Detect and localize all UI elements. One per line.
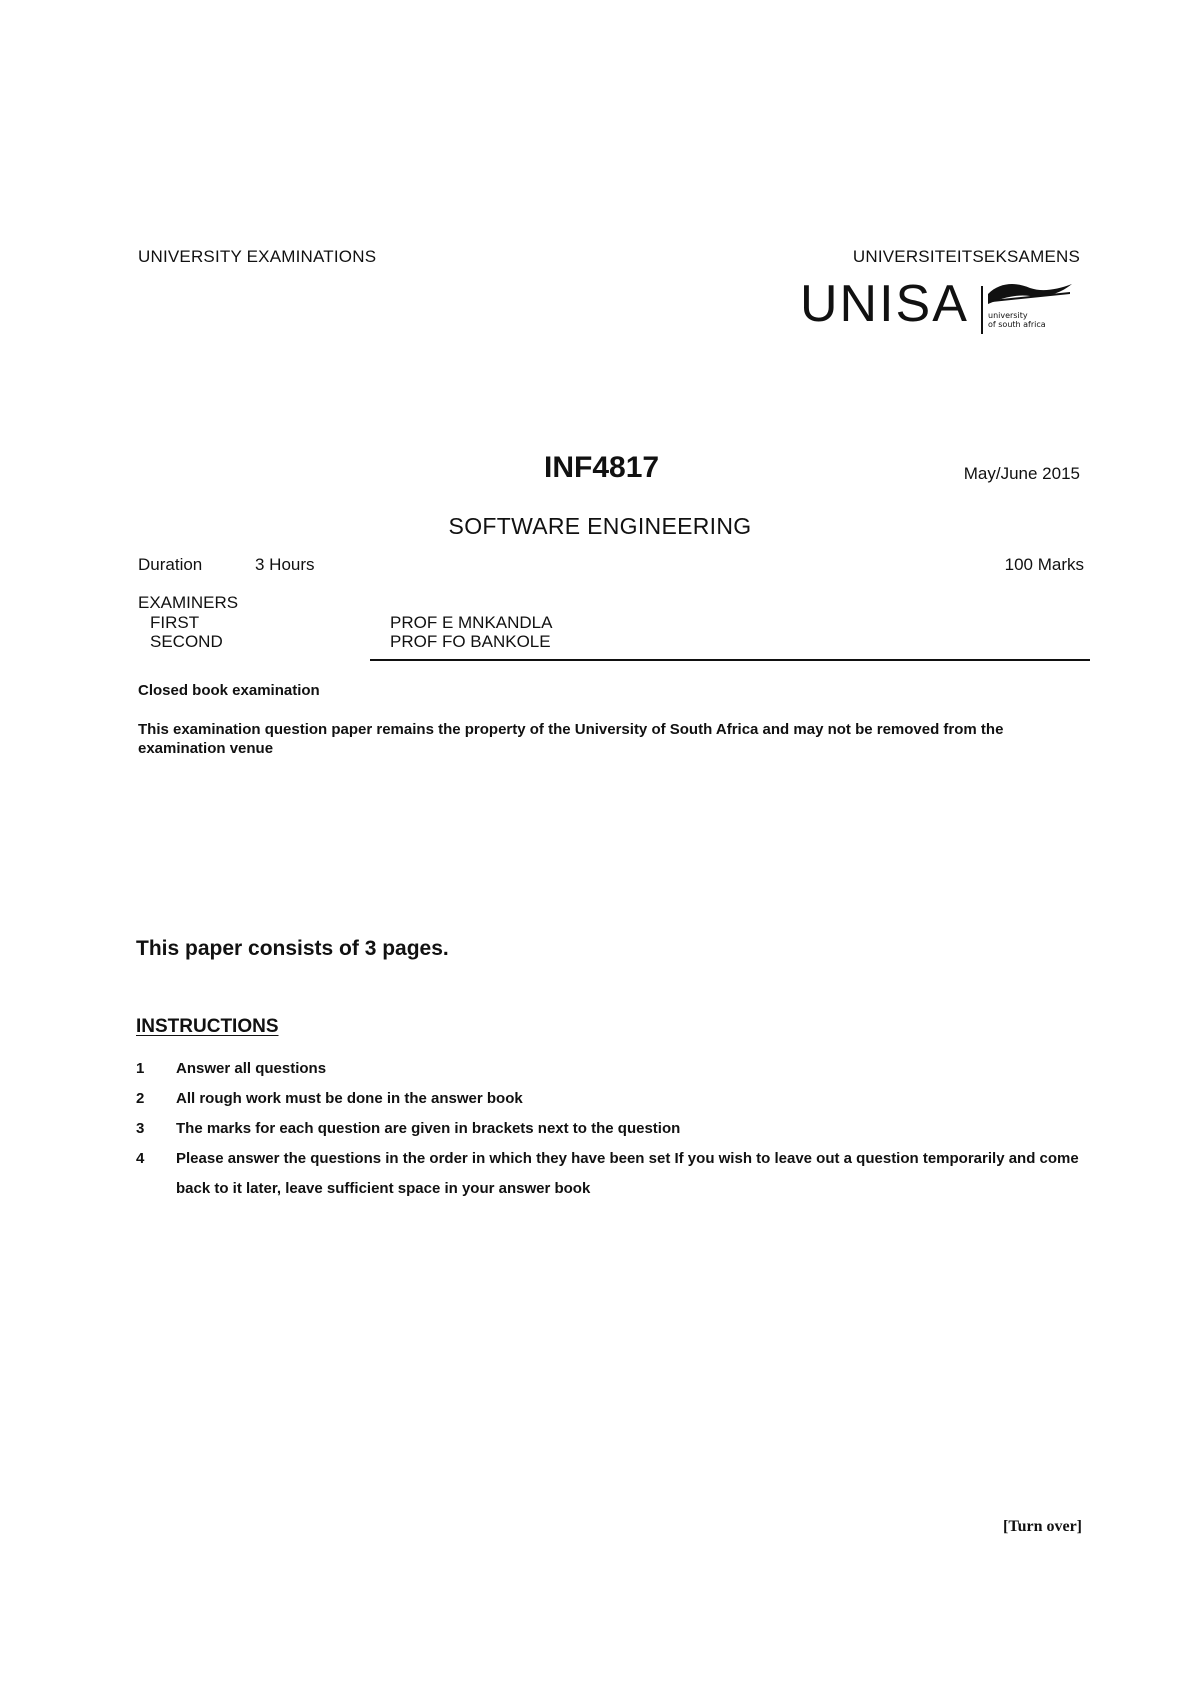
logo-tagline [988, 311, 1046, 329]
list-item [136, 1084, 1096, 1114]
header-universiteitseksamens: UNIVERSITEITSEKSAMENS [852, 247, 1080, 266]
instruction-number: 2 [136, 1090, 145, 1107]
duration-value: 3 Hours [255, 555, 315, 574]
turn-over-note: [Turn over] [1003, 1518, 1082, 1535]
header-university-examinations: UNIVERSITY EXAMINATIONS [138, 247, 377, 266]
instruction-text: The marks for each question are given in brackets next to the question [176, 1120, 681, 1137]
instruction-text: Please answer the questions in the order in which they have been set If you wish to leave out a question temporarily and come back to it later, leave sufficient space in your answer book [176, 1150, 1079, 1197]
instruction-number: 3 [136, 1120, 145, 1137]
property-notice: This examination question paper remains the property of the University of South Africa and may not be removed from the examination venue [138, 721, 1004, 757]
total-marks: 100 Marks [1004, 555, 1084, 574]
instructions-list [136, 1054, 1096, 1204]
exam-date: May/June 2015 [963, 464, 1080, 483]
page-count-note: This paper consists of 3 pages. [136, 937, 449, 960]
course-code: INF4817 [544, 451, 660, 484]
instruction-number: 1 [136, 1060, 145, 1077]
instruction-number: 4 [136, 1150, 145, 1167]
examiner-name-second: PROF FO BANKOLE [390, 632, 551, 651]
examiner-name-first: PROF E MNKANDLA [390, 613, 553, 632]
logo-tagline-line1: university [988, 311, 1028, 320]
list-item [136, 1114, 1096, 1144]
examiner-role-first: FIRST [150, 613, 200, 632]
instruction-text: Answer all questions [176, 1060, 327, 1077]
header-divider [370, 659, 1090, 661]
logo-tagline-line2: of south africa [988, 320, 1046, 329]
instruction-text: All rough work must be done in the answer book [176, 1090, 523, 1107]
unisa-logo [800, 275, 1075, 340]
course-title: SOFTWARE ENGINEERING [448, 513, 752, 539]
examiners-heading: EXAMINERS [138, 593, 239, 612]
examiner-role-second: SECOND [150, 632, 223, 651]
bird-icon [986, 280, 1074, 306]
logo-wordmark: UNISA [800, 275, 969, 333]
duration-label: Duration [138, 555, 203, 574]
instructions-heading: INSTRUCTIONS [136, 1016, 279, 1037]
list-item [136, 1054, 1096, 1084]
closed-book-notice: Closed book examination [138, 682, 320, 699]
logo-divider [981, 286, 983, 334]
list-item [136, 1144, 1096, 1204]
